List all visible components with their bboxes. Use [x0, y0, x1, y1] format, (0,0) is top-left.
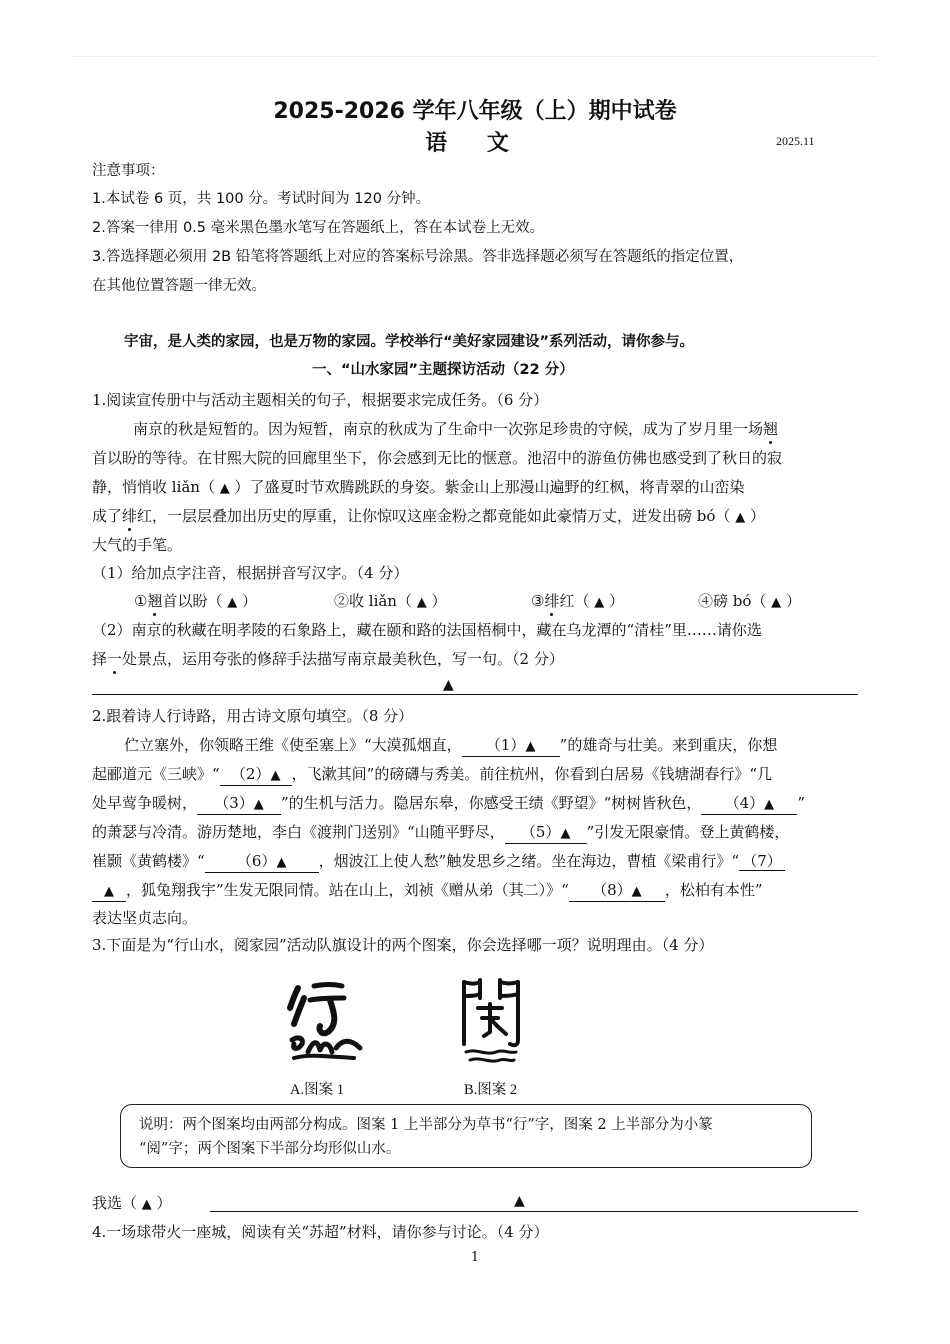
intro-text: 宇宙，是人类的家园，也是万物的家园。学校举行“美好家园建设”系列活动，请你参与。: [124, 334, 695, 350]
q2-text: 的萧瑟与冷清。游历楚地，李白《渡荆门送别》“山随平野尽，: [92, 823, 505, 841]
exam-date: 2025.11: [776, 134, 815, 148]
item-text: ）: [604, 592, 625, 610]
dotted-char: 一: [107, 650, 123, 668]
dotted-char: 绯: [122, 507, 138, 525]
q2-text: ，烟波江上使人愁”触发思乡之绪。坐在海边，曹植《梁甫行》“: [318, 852, 740, 870]
q2-text: ，飞漱其间”的磅礴与秀美。前往杭州，你看到白居易《钱塘湖春行》“几: [291, 765, 773, 783]
q1-passage-line-4: [92, 506, 765, 528]
blank-label: （7）: [742, 852, 782, 870]
blank-1[interactable]: [462, 736, 560, 757]
q1-item-3: [531, 591, 624, 613]
note-3-cont: 在其他位置答题一律无效。: [92, 278, 266, 294]
pattern-2-image: [456, 974, 526, 1066]
q2-line-1: [124, 735, 777, 757]
choice-label: [92, 1193, 172, 1215]
q2-line-3: [92, 793, 805, 815]
q2-text: 起郦道元《三峡》“: [92, 765, 220, 783]
passage-text: 红，一层层叠加出历史的厚重，让你惊叹这座金粉之都竟能如此豪情万丈，迸发出磅 bó（: [137, 507, 736, 525]
item-text: ）: [237, 592, 258, 610]
q1-sub-1: （1）给加点字注音，根据拼音写汉字。（4 分）: [92, 564, 409, 582]
answer-line[interactable]: [92, 694, 858, 695]
blank-label: （1）: [485, 736, 526, 754]
blank-4[interactable]: [701, 794, 797, 815]
item-num: ①: [134, 592, 148, 610]
answer-mark[interactable]: ▲: [514, 1193, 525, 1209]
answer-mark[interactable]: ▲: [416, 595, 427, 610]
blank-2[interactable]: [220, 765, 292, 786]
blank-label: （6）: [236, 852, 277, 870]
q4-stem: 4.一场球带火一座城，阅读有关“苏超”材料，请你参与讨论。（4 分）: [92, 1223, 549, 1241]
blank-label: （2）: [230, 765, 271, 783]
answer-mark: ▲: [104, 884, 114, 899]
passage-text: 成了: [92, 507, 123, 525]
q2-text: ”引发无限豪情。登上黄鹤楼，: [586, 823, 790, 841]
q2-text: ，松柏有本性”: [664, 881, 763, 899]
blank-5[interactable]: [505, 823, 587, 844]
page-number: 1: [470, 1250, 480, 1265]
q1-passage-line-3: [92, 477, 745, 499]
blank-6[interactable]: [205, 852, 319, 873]
item-text: ）: [426, 592, 447, 610]
exam-subject: 语 文: [425, 131, 525, 156]
item-text: 红（: [559, 592, 595, 610]
header-rule: [72, 56, 878, 57]
q2-line-5: [92, 851, 785, 873]
q2-text: 伫立塞外，你领略王维《使至塞上》“大漠孤烟直，: [124, 736, 462, 754]
answer-mark[interactable]: ▲: [227, 595, 238, 610]
note-3: 3.答选择题必须用 2B 铅笔将答题纸上对应的答案标号涂黑。答非选择题必须写在答题纸的指定位置，: [92, 249, 744, 265]
answer-mark: ▲: [525, 739, 536, 754]
q1-sub-2: （2）南京的秋藏在明孝陵的石象路上，藏在颐和路的法国梧桐中，藏在乌龙潭的“清桂”里……请你选: [92, 621, 762, 639]
answer-mark[interactable]: ▲: [141, 1197, 152, 1212]
q2-text: 处早莺争暖树，: [92, 794, 198, 812]
passage-text: 静，悄悄收 liǎn（: [92, 478, 220, 496]
notes-heading: 注意事项：: [92, 163, 165, 179]
q1-item-2: [334, 591, 447, 613]
q1-item-1: [134, 591, 257, 613]
exam-title: 2025-2026 学年八年级（上）期中试卷: [273, 99, 677, 124]
blank-label: （8）: [592, 881, 632, 899]
passage-text: 南京的秋是短暂的。因为短暂，南京的秋成为了生命中一次弥足珍贵的守候，成为了岁月里一场: [133, 420, 764, 438]
note-2: 2.答案一律用 0.5 毫米黑色墨水笔写在答题纸上，答在本试卷上无效。: [92, 220, 545, 236]
q2-text: 崔颢《黄鹤楼》“: [92, 852, 205, 870]
q1-passage-line-5: 大气的手笔。: [92, 536, 183, 554]
pattern-1-caption: A.图案 1: [290, 1082, 344, 1098]
q2-stem: 2.跟着诗人行诗路，用古诗文原句填空。（8 分）: [92, 707, 414, 725]
note-1: 1.本试卷 6 页，共 100 分。考试时间为 120 分钟。: [92, 191, 431, 207]
sub-text: 择: [92, 650, 108, 668]
q2-text: ”的生机与活力。隐居东皋，你感受王绩《野望》“树树皆秋色，: [281, 794, 702, 812]
q2-line-7: 表达坚贞志向。: [92, 909, 198, 927]
answer-mark: ▲: [253, 797, 264, 812]
section-1-title: 一、“山水家园”主题探访活动（22 分）: [312, 362, 574, 378]
q2-line-6: [92, 880, 763, 902]
item-text: ）: [781, 592, 801, 610]
answer-mark[interactable]: ▲: [735, 510, 746, 525]
answer-mark[interactable]: ▲: [594, 595, 605, 610]
answer-mark[interactable]: ▲: [771, 595, 782, 610]
q1-stem: 1.阅读宣传册中与活动主题相关的句子，根据要求完成任务。（6 分）: [92, 391, 549, 409]
dotted-char: 翘: [147, 592, 163, 610]
q2-line-2: [92, 764, 772, 786]
q2-text: ”的雄奇与壮美。来到重庆，你想: [559, 736, 778, 754]
item-text: ④磅 bó（: [698, 592, 772, 610]
passage-text: ）: [745, 507, 765, 525]
q2-line-4: [92, 822, 789, 844]
q1-passage-line-2: 首以盼的等待。在甘熙大院的回廊里坐下，你会感到无比的惬意。池沼中的游鱼仿佛也感受到了秋日的寂: [92, 449, 783, 467]
q2-text: ”: [797, 794, 806, 812]
passage-text: ）了盛夏时节欢腾跳跃的身姿。紫金山上那漫山遍野的红枫，将青翠的山峦染: [229, 478, 745, 496]
choice-text: 我选（: [92, 1194, 142, 1212]
q3-stem: 3.下面是为“行山水，阅家园”活动队旗设计的两个图案，你会选择哪一项？说明理由。（4 分）: [92, 936, 714, 954]
blank-3[interactable]: [197, 794, 281, 815]
pattern-2-caption: B.图案 2: [464, 1082, 518, 1098]
blank-7-cont[interactable]: [92, 881, 126, 902]
answer-mark: ▲: [276, 855, 287, 870]
sub-text: 处景点，运用夸张的修辞手法描写南京最美秋色，写一句。（2 分）: [122, 650, 564, 668]
q1-item-4: [698, 591, 801, 613]
q2-text: ，狐兔翔我宇”生发无限同情。站在山上，刘祯《赠从弟（其二）》“: [126, 881, 569, 899]
explanation-line-1: 说明：两个图案均由两部分构成。图案 1 上半部分为草书“行”字，图案 2 上半部分为小篆: [139, 1117, 713, 1133]
item-text: 首以盼（: [162, 592, 228, 610]
answer-mark[interactable]: ▲: [443, 677, 454, 693]
answer-mark: ▲: [764, 797, 775, 812]
blank-label: （3）: [214, 794, 254, 812]
answer-mark: ▲: [560, 826, 571, 841]
explanation-box: [120, 1104, 812, 1168]
choice-text: ）: [151, 1194, 172, 1212]
blank-label: （5）: [520, 823, 561, 841]
item-num: ③: [531, 592, 545, 610]
pattern-1-image: [284, 978, 370, 1064]
blank-8[interactable]: [569, 881, 665, 902]
answer-mark[interactable]: ▲: [219, 481, 230, 496]
answer-mark: ▲: [270, 768, 281, 783]
q1-sub-2-cont: [92, 649, 564, 669]
explanation-line-2: “阅”字；两个图案下半部分均形似山水。: [139, 1141, 401, 1157]
item-text: ②收 liǎn（: [334, 592, 417, 610]
q1-passage-line-1: [133, 419, 778, 439]
dotted-char: 绯: [544, 592, 560, 610]
blank-7[interactable]: [739, 852, 785, 871]
dotted-char: 翘: [763, 420, 779, 438]
answer-line[interactable]: [210, 1211, 858, 1212]
blank-label: （4）: [724, 794, 765, 812]
answer-mark: ▲: [631, 884, 642, 899]
